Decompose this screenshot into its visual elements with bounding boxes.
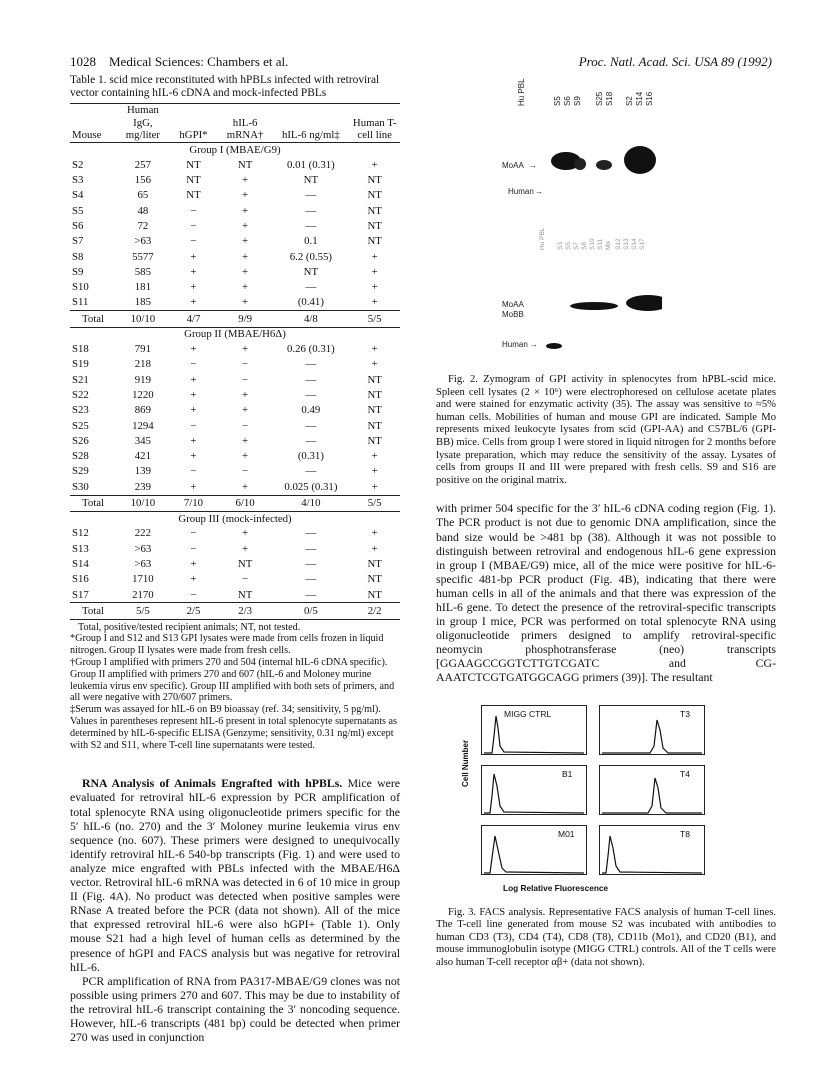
right-body-paragraph: with primer 504 specific for the 3′ hIL-6 cDNA coding region (Fig. 1). The PCR product is not due to genomic DNA amplification, since the band size would be >481 bp (38). Although it was not possible to distinguish between retroviral and endogenous hIL-6 gene expression in group I (MBAE/G9) mice, all of the mice were positive for hIL-6-specific 481-bp PCR product (Fig. 4B), indicating that there were human cells in all of the animals and that there was expression of the hIL-6 gene. To detect the presence of the retroviral-specific transcripts in group I mice, PCR was performed on total splenocyte RNA using oligonucleotide primers designed to amplify retroviral-specific neomycin phosphotransferase (neo) transcripts [GGAAGCCGGTCTTGTCGATC and CG-AAATCTCGTGATGGCAGG primers (39)]. The resultant [436,501,776,685]
total-cell: 9/9 [218,311,273,327]
table-cell: S17 [72,588,89,601]
table-cell: S5 [72,204,84,217]
lane-label: S14 [635,91,644,106]
table-cell: 72 [137,219,149,232]
table-cell: 181 [134,281,151,294]
table-cell: S12 [72,527,89,540]
table-cell: S10 [72,281,89,294]
mobb-bottom-label: MoBB [502,310,524,319]
human-bottom-label: Human [502,340,528,349]
table-cell: + [242,281,249,294]
table-cell: + [190,343,197,356]
table-cell: + [371,343,378,356]
total-cell: Total [70,495,117,511]
facs-panel-m01 [481,825,587,875]
table-cell: + [242,388,249,401]
table-cell: S11 [72,296,89,309]
table-1 [70,103,400,619]
total-cell: 4/7 [169,311,218,327]
col-mouse: Mouse [70,104,117,143]
table-cell: S14 [72,557,89,570]
facs-panel-t4 [599,765,705,815]
table-cell: + [242,250,249,263]
band [596,160,612,170]
table-cell: + [190,388,197,401]
table-cell: — [305,204,317,217]
band [546,343,562,349]
table-cell: 0.025 (0.31) [284,480,338,493]
table-row [70,203,400,218]
moaa-bottom-label: MoAA [502,300,524,309]
panel-label: T4 [680,768,690,779]
col-mrna: hIL-6 mRNA† [218,104,273,143]
panel-label: MIGG CTRL [504,708,552,719]
table-cell: NT [237,588,253,601]
table-cell: NT [186,174,201,187]
table-cell: NT [367,204,382,217]
table-row [70,234,400,249]
table-cell: NT [237,557,253,570]
table-cell: S23 [72,404,89,417]
table-cell: S3 [72,174,84,187]
table-footnotes [70,622,400,752]
group-header-row [70,143,400,158]
table-row [70,464,400,479]
lane-label: S8 [581,242,588,250]
table-cell: — [305,557,317,570]
col-tcell: Human T-cell line [349,104,400,143]
body-paragraph-1 [70,776,400,973]
facs-panel-migg [481,705,587,755]
table-cell: NT [367,588,382,601]
table-cell: S6 [72,219,84,232]
section-heading: RNA Analysis of Animals Engrafted with hPBLs. [82,776,343,791]
panel-label: T8 [680,828,690,839]
fig2-zymogram [462,74,662,352]
footnote-3: ‡Serum was assayed for hIL-6 on B9 bioassay (ref. 34; sensitivity, 5 pg/ml). Values in parentheses represent hIL-6 present in total splenocyte supernatants as determined by hIL-6-specific ELISA (Genzyme; sensitivity, 0.31 ng/ml) except with S2 and S11, where T-cell line supernatants were tested. [70,704,398,751]
table-cell: >63 [134,542,152,555]
table-cell: + [242,296,249,309]
human-top-label: Human [508,187,534,196]
panel-label: M01 [558,828,575,839]
table-cell: 0.01 (0.31) [287,158,335,171]
table-cell: + [190,573,197,586]
page-number: 1028 [70,54,96,69]
table-cell: − [242,465,249,478]
table-cell: 65 [137,189,149,202]
table-cell: + [242,527,249,540]
group-label: Group II (MBAE/H6Δ) [70,327,400,342]
table-cell: NT [367,373,382,386]
band [574,158,586,170]
table-row [70,526,400,541]
lane-label: S13 [623,238,630,250]
left-column [70,74,400,1044]
fig3-caption: Fig. 3. FACS analysis. Representative FACS analysis of human T-cell lines. The T-cell line generated from mouse S2 was incubated with antibodies to human CD3 (T3), CD4 (T4), CD8 (T8), CD11b (Mo1), and CD20 (B1), and mouse immunoglobulin isotype (MIGG CTRL) controls. All of the T cells were also human T-cell receptor αβ+ (data not shown). [436,906,776,968]
table-cell: 0.26 (0.31) [287,343,335,356]
table-cell: − [190,465,197,478]
table-cell: − [190,358,197,371]
total-cell: Total [70,311,117,327]
table-row [70,449,400,464]
table-cell: 0.1 [304,235,318,248]
table-cell: S9 [72,265,84,278]
table-cell: — [305,219,317,232]
facs-x-label: Log Relative Fluorescence [503,882,609,893]
lane-label: S3 [557,242,564,250]
table-cell: S25 [72,419,89,432]
table-cell: + [242,174,249,187]
table-cell: — [305,465,317,478]
arrow-icon: → [530,340,538,349]
paragraph-text: Mice were evaluated for retroviral hIL-6 expression by PCR amplification of total splenocyte RNA using oligonucleotide primers specific for the 5′ hIL-6 (no. 270) and the 3′ Moloney murine leukemia virus env sequence (no. 607). These primers were designed to unequivocally identify retroviral hIL-6 540-bp transcripts (Fig. 1) and were used to analyze mice engrafted with PBLs infected with the MBAE/H6Δ vector. Retroviral hIL-6 mRNA was detected in 6 of 10 mice in group II (Fig. 4A). No product was detected when positive samples were RNase A treated before the PCR (data not shown). All of the mice that expressed retroviral hIL-6 were also hGPI+ (Table 1). Only mouse S21 had a high level of human cells as determined by the presence of hGPI and FACS analysis but was negative for retroviral hIL-6. [70,776,401,974]
table-cell: + [371,158,378,171]
table-cell: 185 [134,296,151,309]
table-cell: NT [367,189,382,202]
table-cell: + [371,358,378,371]
table-row [70,173,400,188]
table-row [70,188,400,203]
panel-label: T3 [680,708,690,719]
table-cell: 2170 [132,588,154,601]
lane-label: S2 [625,96,634,106]
table-cell: — [305,573,317,586]
lane-label: S17 [639,238,646,250]
table-row [70,372,400,387]
table-row [70,357,400,372]
total-cell: 4/10 [272,495,349,511]
table-cell: S2 [72,158,84,171]
table-cell: NT [237,158,253,171]
table-row [70,556,400,571]
table-cell: − [242,419,249,432]
table-cell: S13 [72,542,89,555]
table-cell: 1294 [132,419,154,432]
table-cell: — [305,419,317,432]
table-row [70,541,400,556]
journal-citation: Proc. Natl. Acad. Sci. USA 89 (1992) [578,54,772,69]
footnote-0: Total, positive/tested recipient animals; NT, not tested. [78,621,301,633]
table-cell: + [190,480,197,493]
body-paragraph-2: PCR amplification of RNA from PA317-MBAE/G9 clones was not possible using primers 270 and 607. This may be due to instability of the retroviral hIL-6 transcript containing the 3′ noncoding sequence. However, hIL-6 transcripts (481 bp) could be detected when primer 270 was used in conjunction [70,973,400,1045]
table-cell: 1710 [132,573,154,586]
lane-label: S7 [573,242,580,250]
right-column [436,74,776,970]
total-cell: 7/10 [169,495,218,511]
table-cell: NT [186,189,201,202]
table-cell: + [190,265,197,278]
col-igg: Human IgG, mg/liter [117,104,170,143]
table-row [70,157,400,172]
table-cell: + [242,343,249,356]
table-cell: 257 [134,158,151,171]
table-cell: − [190,419,197,432]
table-row [70,418,400,433]
lane-label: S16 [645,91,654,106]
lane-label: S9 [573,96,582,106]
table-cell: NT [367,573,382,586]
table-cell: + [371,450,378,463]
lane-label: S25 [595,91,604,106]
table-cell: — [305,189,317,202]
table-cell: NT [303,174,319,187]
table-cell: 0.49 [301,404,321,417]
table-cell: + [242,434,249,447]
table-cell: − [190,235,197,248]
table-cell: — [305,527,317,540]
fig3-facs [461,705,711,933]
facs-panel-t8 [599,825,705,875]
table-cell: 919 [134,373,151,386]
footnote-2: †Group I amplified with primers 270 and 504 (internal hIL-6 cDNA specific). Group II amplified with primers 270 and 607 (hIL-6 and Moloney murine leukemia virus env specific). Group III amplified with both sets of primers, and all were negative with 270/607 primers. [70,657,395,704]
table-cell: NT [367,419,382,432]
table-cell: 222 [134,527,151,540]
lane-label: S11 [597,238,604,250]
table-row [70,433,400,448]
facs-panel-b1 [481,765,587,815]
table-row [70,479,400,495]
table-cell: + [190,557,197,570]
total-cell: 6/10 [218,495,273,511]
band [626,295,662,311]
zymogram-image [462,74,662,352]
table-cell: 5577 [132,250,154,263]
table-cell: + [242,404,249,417]
table-cell: − [242,373,249,386]
col-hil6: hIL-6 ng/ml‡ [272,104,349,143]
table-cell: S16 [72,573,89,586]
table-row [70,587,400,603]
table-row [70,249,400,264]
lane-label: S18 [605,91,614,106]
table-caption: Table 1. scid mice reconstituted with hPBLs infected with retroviral vector containing hIL-6 cDNA and mock-infected PBLs [70,74,380,100]
table-cell: 139 [134,465,151,478]
lane-label: S12 [615,238,622,250]
table-cell: − [190,588,197,601]
table-cell: + [190,250,197,263]
table-cell: 345 [134,434,151,447]
table-cell: NT [367,174,382,187]
table-cell: + [190,434,197,447]
table-row [70,264,400,279]
table-row [70,572,400,587]
table-cell: + [371,281,378,294]
table-cell: + [190,296,197,309]
lane-label: S6 [563,96,572,106]
table-cell: + [242,542,249,555]
table-cell: S8 [72,250,84,263]
facs-panel-t3 [599,705,705,755]
footnote-1: *Group I and S12 and S13 GPI lysates were made from cells frozen in liquid nitrogen. Group II lysates were made from fresh cells. [70,633,384,657]
lane-label: Hu PBL [517,78,526,106]
table-body [70,143,400,619]
table-cell: + [242,189,249,202]
arrow-icon: → [535,187,543,196]
table-cell: S30 [72,480,89,493]
table-cell: — [305,388,317,401]
band [570,302,618,310]
table-cell: S26 [72,434,89,447]
running-header-left [70,54,288,70]
lane-label: S5 [553,96,562,106]
table-cell: NT [367,557,382,570]
total-row [70,495,400,511]
total-cell: 0/5 [272,603,349,619]
total-cell: 10/10 [117,495,170,511]
total-cell: Total [70,603,117,619]
table-cell: S19 [72,358,89,371]
table-cell: >63 [134,235,152,248]
lane-label: S5 [565,242,572,250]
total-cell: 5/5 [349,311,400,327]
total-row [70,603,400,619]
table-row [70,295,400,311]
table-cell: — [305,588,317,601]
table-cell: + [371,542,378,555]
fig2-caption: Fig. 2. Zymogram of GPI activity in splenocytes from hPBL-scid mice. Spleen cell lysates (2 × 10⁶) were electrophoresed on cellulose acetate plates and were stained for enzymatic activity (35). The assay was sensitive to ≈5% human cells. Mobilities of human and mouse GPI are indicated. Sample Mo represents mixed leukocyte lysates from scid (GPI-AA) and C57BL/6 (GPI-BB) mice. Cells from group I were stored in liquid nitrogen for 2 months before lysate preparation, which may reduce the sensitivity of the assay. Lysates of cells from groups II and III were prepared with fresh cells. S9 and S16 are positive on the original matrix. [436,374,776,486]
table-cell: + [371,480,378,493]
table-cell: S18 [72,343,89,356]
table-cell: 156 [134,174,151,187]
total-cell: 5/5 [117,603,170,619]
table-cell: 585 [134,265,151,278]
table-cell: + [371,465,378,478]
moaa-top-label: MoAA [502,161,524,170]
facs-y-label: Cell Number [461,739,470,787]
table-cell: — [305,434,317,447]
table-cell: 869 [134,404,151,417]
table-cell: — [305,542,317,555]
table-cell: − [190,542,197,555]
table-cell: NT [303,265,319,278]
total-cell: 2/2 [349,603,400,619]
table-cell: 421 [134,450,151,463]
table-row [70,403,400,418]
table-cell: (0.41) [297,296,324,309]
table-cell: NT [367,404,382,417]
table-cell: + [190,281,197,294]
total-cell: 2/5 [169,603,218,619]
table-cell: + [242,450,249,463]
lane-label: Mo [605,240,612,250]
table-cell: + [371,265,378,278]
table-cell: (0.31) [297,450,324,463]
table-cell: 1220 [132,388,154,401]
panel-label: B1 [562,768,573,779]
table-cell: NT [367,219,382,232]
arrow-icon: → [529,161,537,170]
table-cell: — [305,358,317,371]
table-cell: − [190,204,197,217]
table-cell: 6.2 (0.55) [289,250,333,263]
lane-label: S14 [631,238,638,250]
table-cell: NT [186,158,201,171]
table-cell: NT [367,434,382,447]
total-row [70,311,400,327]
group-header-row [70,327,400,342]
table-cell: − [190,219,197,232]
table-cell: 48 [137,204,149,217]
table-cell: >63 [134,557,152,570]
group-header-row [70,511,400,526]
table-cell: NT [367,388,382,401]
table-cell: 239 [134,480,151,493]
table-cell: + [190,373,197,386]
lane-label: Hu PBL [539,227,546,250]
table-cell: S29 [72,465,89,478]
section-author: Medical Sciences: Chambers et al. [109,54,289,69]
table-row [70,280,400,295]
table-cell: + [242,235,249,248]
total-cell: 10/10 [117,311,170,327]
band [624,146,656,174]
table-cell: S28 [72,450,89,463]
table-cell: + [242,219,249,232]
total-cell: 4/8 [272,311,349,327]
table-cell: − [190,527,197,540]
table-cell: S21 [72,373,89,386]
group-label: Group I (MBAE/G9) [70,143,400,158]
table-cell: 791 [134,343,151,356]
table-row [70,387,400,402]
table-cell: S22 [72,388,89,401]
table-cell: + [190,404,197,417]
group-label: Group III (mock-infected) [70,511,400,526]
table-cell: 218 [134,358,151,371]
table-row [70,218,400,233]
table-cell: NT [367,235,382,248]
table-cell: − [242,358,249,371]
table-cell: + [242,480,249,493]
table-row [70,342,400,357]
table-cell: — [305,373,317,386]
total-cell: 2/3 [218,603,273,619]
table-cell: − [242,573,249,586]
table-cell: S4 [72,189,84,202]
table-cell: + [371,296,378,309]
table-cell: — [305,281,317,294]
table-cell: + [242,265,249,278]
table-cell: + [242,204,249,217]
table-cell: + [371,527,378,540]
table-cell: + [371,250,378,263]
table-cell: S7 [72,235,84,248]
lane-label: S10 [589,238,596,250]
total-cell: 5/5 [349,495,400,511]
table-cell: + [190,450,197,463]
col-hgpi: hGPI* [169,104,218,143]
